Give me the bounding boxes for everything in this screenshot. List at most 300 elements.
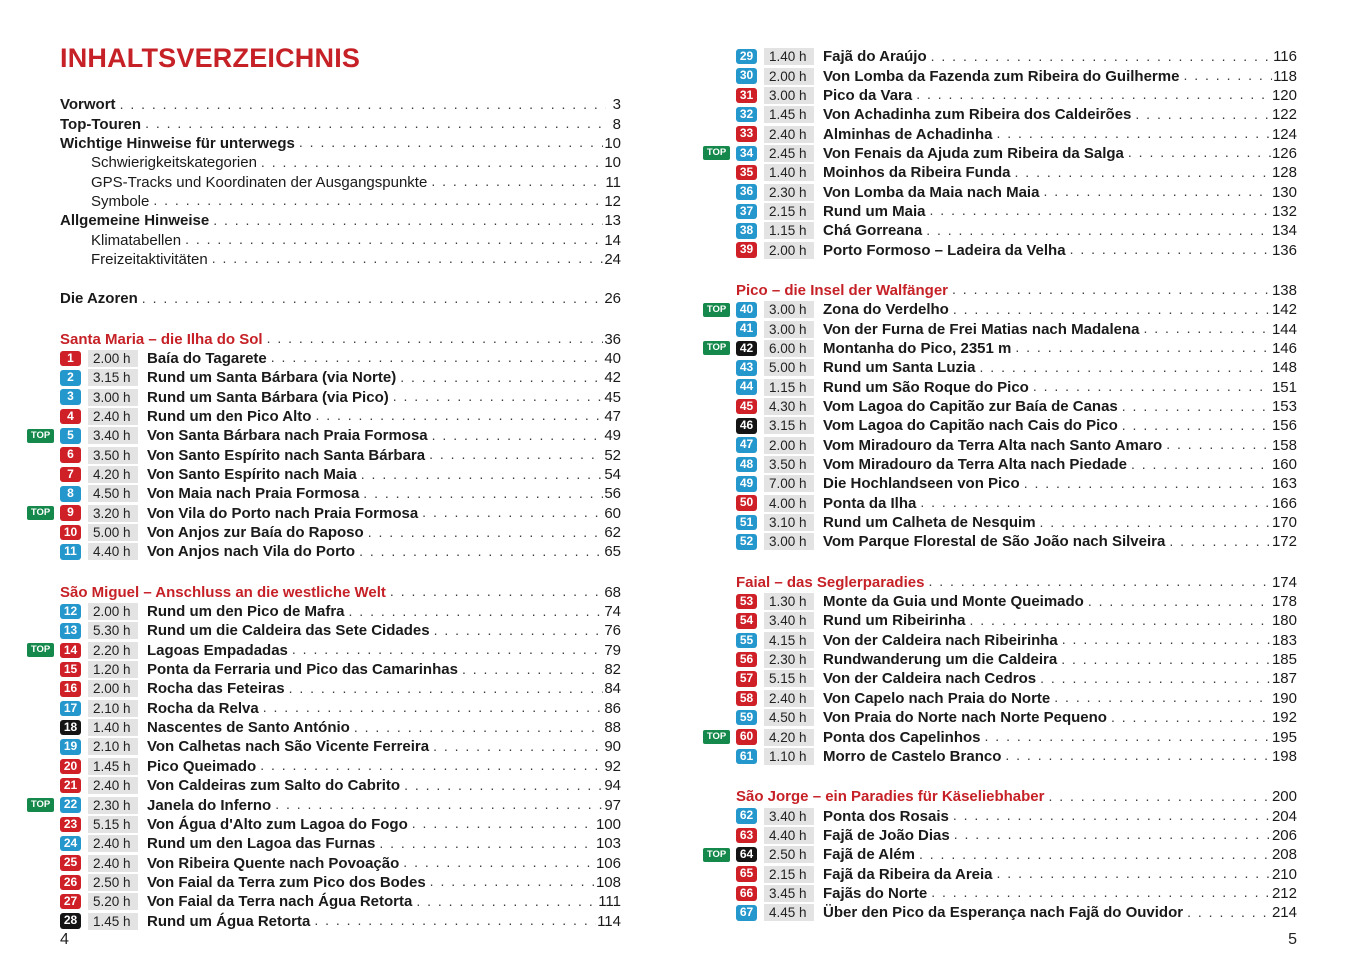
tour-row	[60, 484, 621, 503]
dot-leader	[434, 622, 604, 640]
dot-leader	[1015, 164, 1271, 182]
dot-leader	[1015, 339, 1271, 357]
tour-number-badge: 12	[60, 604, 81, 620]
dot-leader	[1122, 398, 1271, 416]
tour-number-badge: 8	[60, 486, 81, 502]
dot-leader	[1024, 475, 1271, 493]
tour-page-number: 118	[1273, 67, 1297, 85]
tour-title: Vom Miradouro da Terra Alta nach Santo Amaro	[823, 436, 1163, 454]
tour-row	[60, 523, 621, 542]
tour-page-number: 86	[604, 699, 621, 717]
dot-leader	[289, 680, 604, 698]
tour-duration: 3.40 h	[764, 808, 814, 825]
tour-row	[60, 387, 621, 406]
tour-title: Morro de Castelo Branco	[823, 747, 1002, 765]
tour-duration: 4.15 h	[764, 632, 814, 649]
top-badge: TOP	[27, 643, 54, 657]
tour-number-badge: 42	[736, 341, 757, 357]
tour-duration: 3.15 h	[88, 369, 138, 386]
tour-number-badge: 57	[736, 671, 757, 687]
tour-title: Rund um São Roque do Pico	[823, 378, 1029, 396]
tour-page-number: 148	[1271, 359, 1297, 377]
tour-page-number: 128	[1271, 164, 1297, 182]
tour-number-badge: 66	[736, 886, 757, 902]
dot-leader	[145, 115, 606, 133]
section-heading	[736, 573, 1297, 592]
tour-duration: 5.00 h	[88, 524, 138, 541]
dot-leader	[292, 641, 603, 659]
dot-leader	[931, 884, 1271, 902]
dot-leader	[213, 212, 603, 230]
tour-row	[736, 416, 1297, 435]
tour-row	[736, 455, 1297, 474]
tour-page-number: 198	[1271, 747, 1297, 765]
tour-duration: 3.00 h	[764, 533, 814, 550]
tour-row	[60, 446, 621, 465]
tour-duration: 2.15 h	[764, 203, 814, 220]
tour-page-number: 40	[604, 349, 621, 367]
tour-number-badge: 33	[736, 126, 757, 142]
dot-leader	[349, 603, 604, 621]
tour-title: Zona do Verdelho	[823, 301, 949, 319]
tour-row	[60, 776, 621, 795]
tour-row	[736, 202, 1297, 221]
tour-page-number: 183	[1271, 631, 1297, 649]
toc-entry-page-number: 8	[612, 115, 621, 133]
tour-title: Von Vila do Porto nach Praia Formosa	[147, 504, 419, 522]
tour-title: Rocha da Relva	[147, 699, 259, 717]
tour-number-badge: 43	[736, 360, 757, 376]
dot-leader	[1005, 747, 1271, 765]
tour-title: Von Anjos nach Vila do Porto	[147, 543, 356, 561]
tour-title: Von Caldeiras zum Salto do Cabrito	[147, 777, 401, 795]
book-page-number-right: 5	[1288, 931, 1297, 948]
tour-row	[60, 757, 621, 776]
toc-section	[706, 787, 1297, 922]
tour-row	[706, 144, 1297, 163]
tour-row	[736, 240, 1297, 259]
tour-number-badge: 5	[60, 428, 81, 444]
tour-title: Pico Queimado	[147, 757, 257, 775]
dot-leader	[153, 192, 603, 210]
tour-row	[60, 465, 621, 484]
top-badge: TOP	[703, 146, 730, 160]
tour-title: Von Anjos zur Baía do Raposo	[147, 524, 364, 542]
tour-row	[60, 407, 621, 426]
tour-title: Ponta da Ilha	[823, 494, 917, 512]
tour-title: Von Maia nach Praia Formosa	[147, 485, 360, 503]
tour-page-number: 111	[598, 893, 621, 911]
tour-title: Ponta dos Capelinhos	[823, 728, 981, 746]
dot-leader	[315, 407, 603, 425]
top-badge: TOP	[27, 429, 54, 443]
tour-page-number: 120	[1271, 86, 1297, 104]
tour-page-number: 45	[604, 388, 621, 406]
tour-page-number: 214	[1271, 904, 1297, 922]
toc-entry	[60, 172, 621, 191]
tour-row	[736, 669, 1297, 688]
tour-row	[736, 86, 1297, 105]
dot-leader	[1143, 320, 1271, 338]
tour-duration: 3.00 h	[88, 389, 138, 406]
tour-duration: 5.30 h	[88, 622, 138, 639]
dot-leader	[275, 796, 603, 814]
dot-leader	[430, 873, 595, 891]
toc-entry-label: Vorwort	[60, 96, 116, 114]
dot-leader	[120, 96, 606, 114]
dot-leader	[429, 446, 603, 464]
tour-title: Rund um Maia	[823, 202, 926, 220]
toc-entry-page-number: 11	[605, 173, 621, 191]
page-left	[0, 0, 679, 969]
toc-entry-page-number: 3	[612, 96, 621, 114]
tour-page-number: 132	[1271, 202, 1297, 220]
tour-row	[736, 397, 1297, 416]
right-column	[706, 47, 1297, 922]
tour-row	[60, 679, 621, 698]
tour-number-badge: 25	[60, 855, 81, 871]
tour-duration: 3.10 h	[764, 514, 814, 531]
tour-page-number: 185	[1271, 651, 1297, 669]
dot-leader	[919, 846, 1271, 864]
tour-number-badge: 61	[736, 749, 757, 765]
tour-row	[60, 349, 621, 368]
section-page-number: 68	[604, 583, 621, 601]
tour-page-number: 79	[604, 641, 621, 659]
dot-leader	[1169, 533, 1271, 551]
section-page-number: 174	[1271, 573, 1297, 591]
tour-title: Rund um die Caldeira das Sete Cidades	[147, 622, 430, 640]
tour-title: Von der Furna de Frei Matias nach Madalena	[823, 320, 1140, 338]
tour-duration: 5.00 h	[764, 359, 814, 376]
dot-leader	[1183, 67, 1272, 85]
toc-section	[706, 573, 1297, 766]
tour-title: Fajã de Além	[823, 846, 915, 864]
tour-title: Von Calhetas nach São Vicente Ferreira	[147, 738, 430, 756]
tour-number-badge: 34	[736, 146, 757, 162]
toc-entry	[60, 192, 621, 211]
tour-row	[736, 105, 1297, 124]
tour-row	[736, 532, 1297, 551]
tour-number-badge: 58	[736, 691, 757, 707]
tour-page-number: 195	[1271, 728, 1297, 746]
dot-leader	[431, 173, 604, 191]
tour-page-number: 52	[604, 446, 621, 464]
tour-page-number: 47	[604, 407, 621, 425]
tour-number-badge: 23	[60, 817, 81, 833]
tour-number-badge: 63	[736, 828, 757, 844]
tour-page-number: 212	[1271, 884, 1297, 902]
dot-leader	[363, 485, 603, 503]
tour-number-badge: 3	[60, 389, 81, 405]
tour-page-number: 108	[595, 873, 621, 891]
tour-title: Ponta dos Rosais	[823, 807, 949, 825]
tour-page-number: 65	[604, 543, 621, 561]
toc-section	[30, 583, 621, 931]
tour-title: Rund um Santa Luzia	[823, 359, 976, 377]
tour-row	[736, 494, 1297, 513]
tour-row	[736, 66, 1297, 85]
tour-row	[736, 378, 1297, 397]
tour-title: Von Faial da Terra zum Pico dos Bodes	[147, 873, 426, 891]
tour-page-number: 190	[1271, 689, 1297, 707]
tour-title: Vom Lagoa do Capitão zur Baía de Canas	[823, 398, 1118, 416]
tour-page-number: 62	[604, 524, 621, 542]
tour-number-badge: 18	[60, 720, 81, 736]
tour-number-badge: 32	[736, 107, 757, 123]
tour-page-number: 180	[1271, 612, 1297, 630]
dot-leader	[996, 125, 1270, 143]
tour-title: Von Achadinha zum Ribeira dos Caldeirões	[823, 106, 1132, 124]
dot-leader	[928, 573, 1271, 591]
tour-duration: 5.15 h	[764, 670, 814, 687]
dot-leader	[1048, 788, 1271, 806]
tour-title: Von Lomba da Maia nach Maia	[823, 183, 1040, 201]
dot-leader	[1135, 106, 1271, 124]
toc-entry-label: Symbole	[91, 192, 150, 210]
tour-page-number: 90	[604, 738, 621, 756]
dot-leader	[1131, 456, 1271, 474]
tour-page-number: 146	[1271, 339, 1297, 357]
dot-leader	[985, 728, 1271, 746]
tour-row	[736, 319, 1297, 338]
tour-duration: 1.40 h	[764, 164, 814, 181]
tour-page-number: 94	[604, 777, 621, 795]
tour-number-badge: 59	[736, 710, 757, 726]
section-heading-label: São Miguel – Anschluss an die westliche Welt	[60, 583, 386, 601]
tour-number-badge: 37	[736, 204, 757, 220]
tour-duration: 3.00 h	[764, 321, 814, 338]
dot-leader	[271, 349, 604, 367]
dot-leader	[930, 202, 1271, 220]
tour-duration: 4.45 h	[764, 904, 814, 921]
tour-page-number: 160	[1271, 456, 1297, 474]
dot-leader	[361, 466, 604, 484]
tour-title: Fajãs do Norte	[823, 884, 928, 902]
dot-leader	[261, 154, 603, 172]
tour-row	[60, 892, 621, 911]
tour-title: Nascentes de Santo António	[147, 719, 350, 737]
toc-entry-page-number: 24	[604, 250, 621, 268]
dot-leader	[422, 504, 603, 522]
tour-page-number: 156	[1271, 417, 1297, 435]
tour-page-number: 178	[1271, 593, 1297, 611]
tour-page-number: 208	[1271, 846, 1297, 864]
dot-leader	[953, 807, 1271, 825]
tour-page-number: 92	[604, 757, 621, 775]
tour-row	[60, 718, 621, 737]
tour-page-number: 151	[1271, 378, 1297, 396]
dot-leader	[400, 369, 603, 387]
tour-row	[736, 689, 1297, 708]
dot-leader	[368, 524, 604, 542]
tour-row	[30, 426, 621, 445]
tour-row	[736, 826, 1297, 845]
tour-row	[60, 621, 621, 640]
tour-row	[706, 727, 1297, 746]
tour-duration: 2.15 h	[764, 866, 814, 883]
tour-page-number: 206	[1271, 826, 1297, 844]
top-badge: TOP	[27, 798, 54, 812]
tour-number-badge: 45	[736, 399, 757, 415]
tour-title: Von der Caldeira nach Cedros	[823, 670, 1037, 688]
tour-title: Rund um den Pico de Mafra	[147, 603, 345, 621]
tour-title: Vom Parque Florestal de São João nach Silveira	[823, 533, 1166, 551]
tour-title: Von der Caldeira nach Ribeirinha	[823, 631, 1058, 649]
tour-number-badge: 40	[736, 302, 757, 318]
toc-entry	[60, 211, 621, 230]
tour-row	[60, 737, 621, 756]
section-heading	[60, 583, 621, 602]
tour-page-number: 192	[1271, 709, 1297, 727]
tour-number-badge: 50	[736, 495, 757, 511]
tour-number-badge: 49	[736, 476, 757, 492]
section-heading-label: Faial – das Seglerparadies	[736, 573, 925, 591]
tour-duration: 2.45 h	[764, 145, 814, 162]
top-badge: TOP	[27, 506, 54, 520]
dot-leader	[1166, 436, 1271, 454]
tour-title: Von Capelo nach Praia do Norte	[823, 689, 1051, 707]
tour-number-badge: 60	[736, 729, 757, 745]
tour-title: Vom Miradouro da Terra Alta nach Piedade	[823, 456, 1127, 474]
dot-leader	[1111, 709, 1271, 727]
tour-title: Chá Gorreana	[823, 222, 923, 240]
tour-title: Von Santo Espírito nach Maia	[147, 466, 357, 484]
tour-duration: 2.20 h	[88, 642, 138, 659]
dot-leader	[1187, 904, 1271, 922]
tour-row	[30, 504, 621, 523]
tour-number-badge: 19	[60, 739, 81, 755]
dot-leader	[1033, 378, 1271, 396]
tour-title: Lagoas Empadadas	[147, 641, 288, 659]
tour-page-number: 114	[597, 912, 621, 930]
dot-leader	[931, 48, 1272, 66]
tour-page-number: 187	[1271, 670, 1297, 688]
tour-row	[736, 474, 1297, 493]
tour-duration: 2.30 h	[764, 651, 814, 668]
tour-row	[736, 436, 1297, 455]
dot-leader	[263, 699, 604, 717]
tour-duration: 4.40 h	[88, 543, 138, 560]
tour-duration: 5.15 h	[88, 816, 138, 833]
section-heading-label: Santa Maria – die Ilha do Sol	[60, 330, 263, 348]
section-page-number: 36	[604, 330, 621, 348]
tour-number-badge: 10	[60, 525, 81, 541]
dot-leader	[432, 427, 604, 445]
tour-number-badge: 9	[60, 505, 81, 521]
tour-number-badge: 1	[60, 351, 81, 367]
tour-page-number: 88	[604, 719, 621, 737]
tour-number-badge: 17	[60, 701, 81, 717]
tour-row	[706, 300, 1297, 319]
tour-title: Ponta da Ferraria und Pico das Camarinhas	[147, 661, 458, 679]
tour-number-badge: 7	[60, 467, 81, 483]
dot-leader	[1043, 183, 1271, 201]
tour-number-badge: 48	[736, 457, 757, 473]
tour-page-number: 76	[604, 622, 621, 640]
tour-number-badge: 54	[736, 613, 757, 629]
tour-page-number: 56	[604, 485, 621, 503]
dot-leader	[212, 250, 604, 268]
toc-entry-page-number: 10	[604, 134, 621, 152]
section-heading	[736, 281, 1297, 300]
tour-row	[60, 911, 621, 930]
tour-duration: 2.30 h	[764, 184, 814, 201]
tour-row	[30, 641, 621, 660]
dot-leader	[1061, 651, 1271, 669]
tour-row	[60, 542, 621, 561]
tour-duration: 2.10 h	[88, 738, 138, 755]
tour-duration: 1.45 h	[88, 758, 138, 775]
tour-page-number: 97	[604, 796, 621, 814]
tour-page-number: 100	[595, 815, 621, 833]
tour-page-number: 158	[1271, 436, 1297, 454]
tour-row	[706, 845, 1297, 864]
tour-duration: 2.50 h	[88, 874, 138, 891]
tour-page-number: 124	[1271, 125, 1297, 143]
tour-number-badge: 46	[736, 418, 757, 434]
dot-leader	[970, 612, 1271, 630]
dot-leader	[980, 359, 1271, 377]
tour-number-badge: 16	[60, 681, 81, 697]
tour-duration: 1.20 h	[88, 661, 138, 678]
tour-page-number: 142	[1271, 301, 1297, 319]
tour-title: Rund um Santa Bárbara (via Pico)	[147, 388, 389, 406]
tour-duration: 3.15 h	[764, 417, 814, 434]
toc-entry	[60, 114, 621, 133]
toc-entry	[60, 230, 621, 249]
tour-duration: 2.40 h	[88, 408, 138, 425]
tour-title: Pico da Vara	[823, 86, 913, 104]
tour-row	[736, 221, 1297, 240]
tour-page-number: 116	[1273, 48, 1297, 66]
toc-entry-page-number: 13	[604, 212, 621, 230]
tour-number-badge: 36	[736, 184, 757, 200]
tour-duration: 4.20 h	[88, 466, 138, 483]
tour-number-badge: 2	[60, 370, 81, 386]
dot-leader	[997, 865, 1271, 883]
dot-leader	[1062, 631, 1271, 649]
tour-duration: 2.40 h	[88, 777, 138, 794]
tour-number-badge: 20	[60, 759, 81, 775]
tour-title: Von Santo Espírito nach Santa Bárbara	[147, 446, 426, 464]
tour-number-badge: 29	[736, 49, 757, 65]
tour-duration: 3.20 h	[88, 505, 138, 522]
tour-page-number: 170	[1271, 514, 1297, 532]
dot-leader	[403, 854, 595, 872]
tour-number-badge: 47	[736, 437, 757, 453]
tour-page-number: 163	[1271, 475, 1297, 493]
tour-page-number: 122	[1271, 106, 1297, 124]
tour-duration: 1.40 h	[88, 719, 138, 736]
tour-duration: 2.00 h	[764, 68, 814, 85]
tour-row	[60, 853, 621, 872]
tour-title: Rund um Calheta de Nesquim	[823, 514, 1036, 532]
tour-number-badge: 55	[736, 633, 757, 649]
tour-title: Von Santa Bárbara nach Praia Formosa	[147, 427, 428, 445]
dot-leader	[920, 494, 1271, 512]
page-title: INHALTSVERZEICHNIS	[60, 43, 361, 73]
tour-duration: 1.15 h	[764, 222, 814, 239]
tour-number-badge: 28	[60, 913, 81, 929]
top-badge: TOP	[703, 303, 730, 317]
tour-number-badge: 67	[736, 905, 757, 921]
tour-duration: 1.45 h	[88, 913, 138, 930]
dot-leader	[299, 134, 603, 152]
tour-title: Von Ribeira Quente nach Povoação	[147, 854, 400, 872]
toc-entry	[60, 250, 621, 269]
tour-title: Fajã de João Dias	[823, 826, 950, 844]
